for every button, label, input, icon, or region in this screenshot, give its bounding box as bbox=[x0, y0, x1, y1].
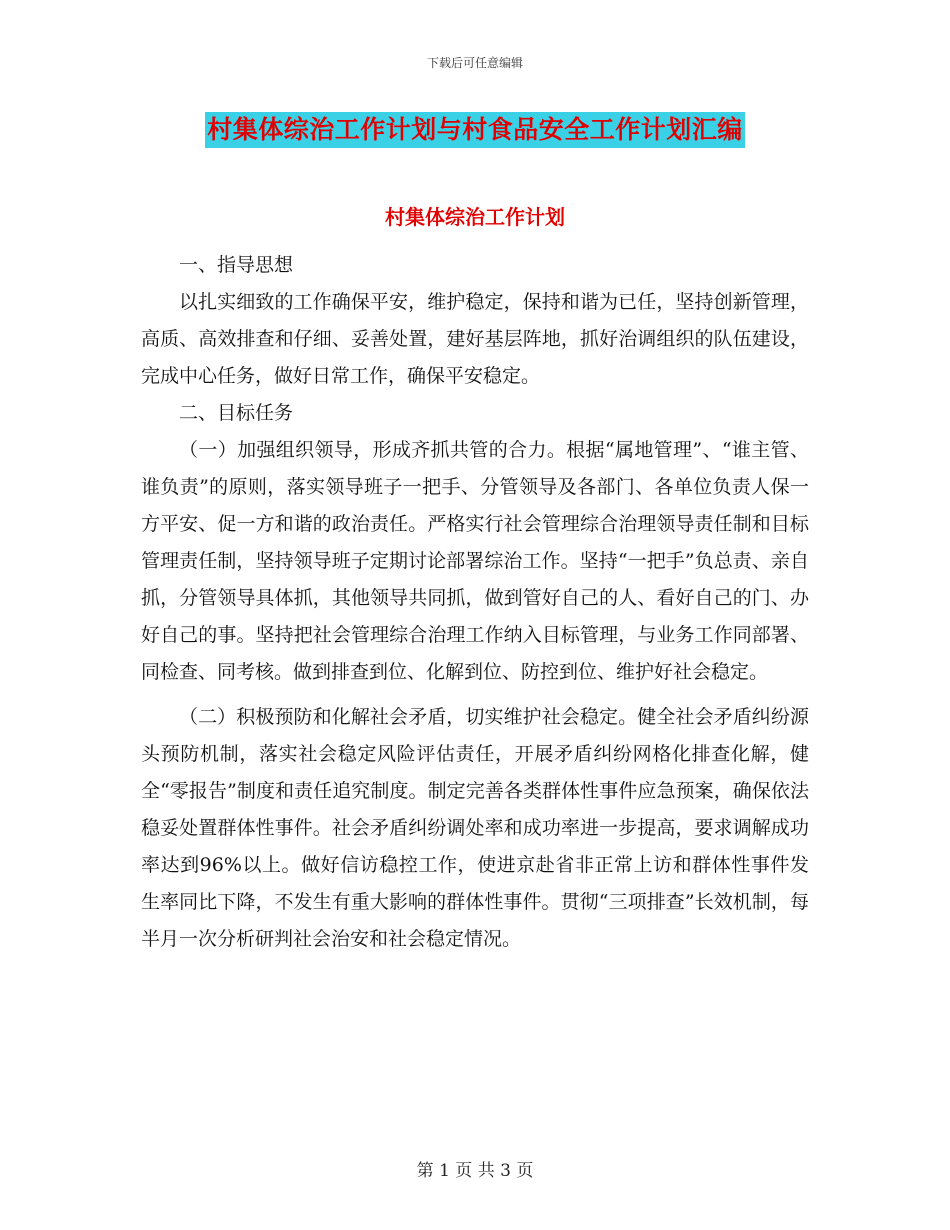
paragraph-organization-leadership: （一）加强组织领导，形成齐抓共管的合力。根据“属地管理”、“谁主管、谁负责”的原则，落实领导班子一把手、分管领导及各部门、各单位负责人保一方平安、促一方和谐的政治责任。严格实行社会管理综合治理领导责任制和目标管理责任制，坚持领导班子定期讨论部署综治工作。坚持“一把手”负总责、亲自抓，分管领导具体抓，其他领导共同抓，做到管好自己的人、看好自己的门、办好自己的事。坚持把社会管理综合治理工作纳入目标管理，与业务工作同部署、同检查、同考核。做到排查到位、化解到位、防控到位、维护好社会稳定。 bbox=[141, 439, 809, 683]
main-title-wrapper bbox=[0, 112, 950, 148]
section-heading-goals: 二、目标任务 bbox=[179, 402, 294, 424]
section-heading-guiding-thought: 一、指导思想 bbox=[179, 254, 294, 276]
main-title: 村集体综治工作计划与村食品安全工作计划汇编 bbox=[205, 112, 745, 148]
header-note: 下载后可任意编辑 bbox=[426, 56, 523, 70]
paragraph-prevent-conflicts: （二）积极预防和化解社会矛盾，切实维护社会稳定。健全社会矛盾纠纷源头预防机制，落实社会稳定风险评估责任，开展矛盾纠纷网格化排查化解，健全“零报告”制度和责任追究制度。制定完善各类群体性事件应急预案，确保依法稳妥处置群体性事件。社会矛盾纠纷调处率和成功率进一步提高，要求调解成功率达到96%以上。做好信访稳控工作，使进京赴省非正常上访和群体性事件发生率同比下降，不发生有重大影响的群体性事件。贯彻“三项排查”长效机制，每半月一次分析研判社会治安和社会稳定情况。 bbox=[141, 706, 809, 950]
document-body bbox=[141, 247, 809, 958]
sub-title: 村集体综治工作计划 bbox=[385, 205, 565, 229]
page-number-footer: 第 1 页 共 3 页 bbox=[416, 1161, 534, 1181]
paragraph-guiding-thought: 以扎实细致的工作确保平安，维护稳定，保持和谐为已任，坚持创新管理，高质、高效排查和仔细、妥善处置，建好基层阵地，抓好治调组织的队伍建设，完成中心任务，做好日常工作，确保平安稳定。 bbox=[141, 291, 809, 387]
